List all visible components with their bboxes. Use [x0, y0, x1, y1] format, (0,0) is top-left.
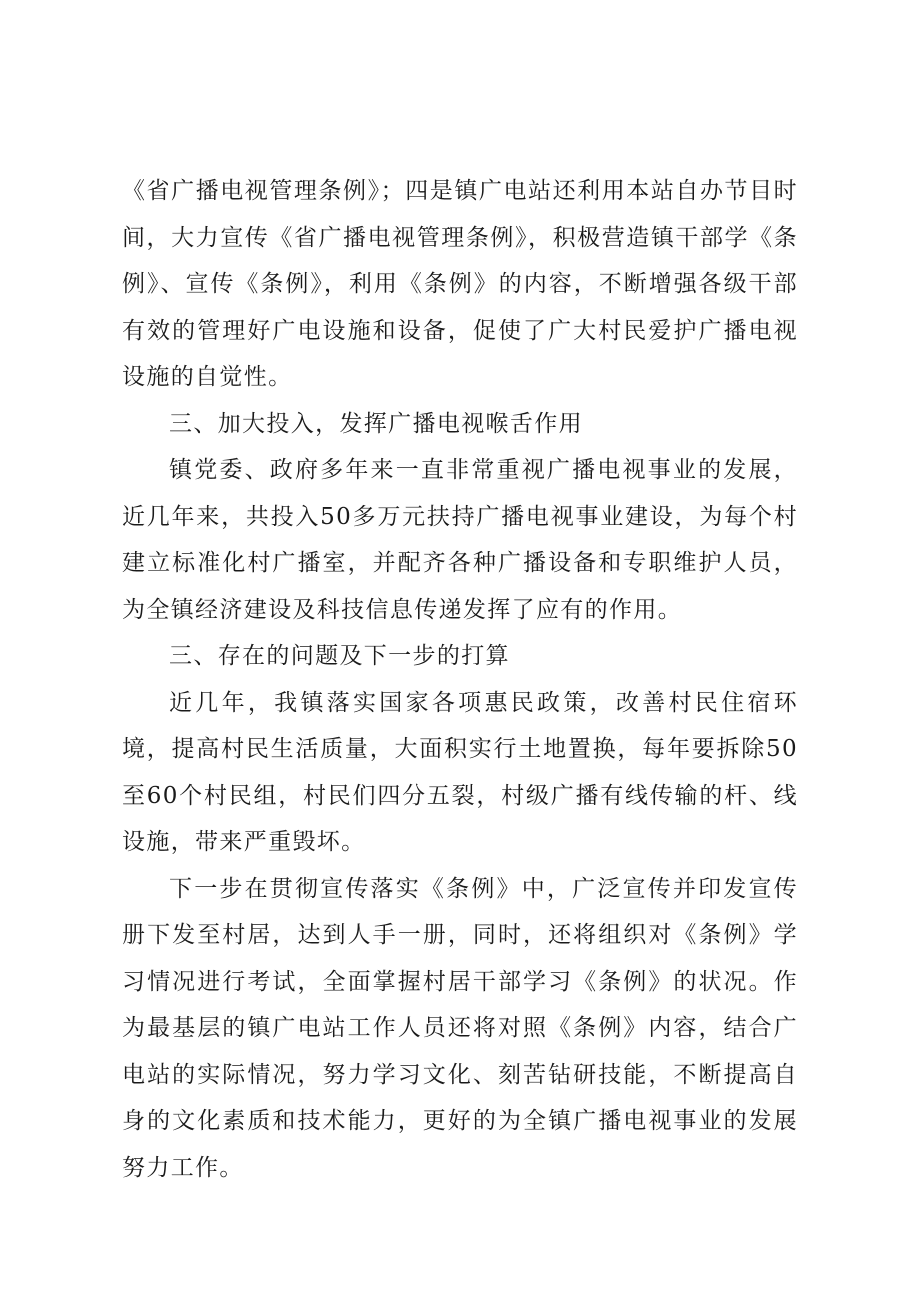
section-heading-investment: 三、加大投入，发挥广播电视喉舌作用 — [169, 410, 583, 437]
section-heading-problems: 三、存在的问题及下一步的打算 — [169, 643, 510, 669]
paragraph-investment: 镇党委、政府多年来一直非常重视广播电视事业的发展，近几年来，共投入50多万元扶持广播电视事业建设，为每个村建立标准化村广播室，并配齐各种广播设备和专职维护人员，为全镇经济建设及科技信息传递发挥了应有的作用。 — [122, 457, 798, 623]
paragraph-next-steps: 下一步在贯彻宣传落实《条例》中，广泛宣传并印发宣传册下发至村居，达到人手一册，同时，还将组织对《条例》学习情况进行考试，全面掌握村居干部学习《条例》的状况。作为最基层的镇广电站工作人员还将对照《条例》内容，结合广电站的实际情况，努力学习文化、刻苦钻研技能，不断提高自身的文化素质和技术能力，更好的为全镇广播电视事业的发展努力工作。 — [122, 875, 798, 1181]
document-body — [122, 168, 798, 1191]
paragraph-continuation: 《省广播电视管理条例》；四是镇广电站还利用本站自办节目时间，大力宣传《省广播电视管理条例》，积极营造镇干部学《条例》、宣传《条例》，利用《条例》的内容，不断增强各级干部有效的管理好广电设施和设备，促使了广大村民爱护广播电视设施的自觉性。 — [122, 178, 798, 390]
paragraph-problems: 近几年，我镇落实国家各项惠民政策，改善村民住宿环境，提高村民生活质量，大面积实行土地置换，每年要拆除50至60个村民组，村民们四分五裂，村级广播有线传输的杆、线设施，带来严重毁坏。 — [122, 689, 798, 855]
